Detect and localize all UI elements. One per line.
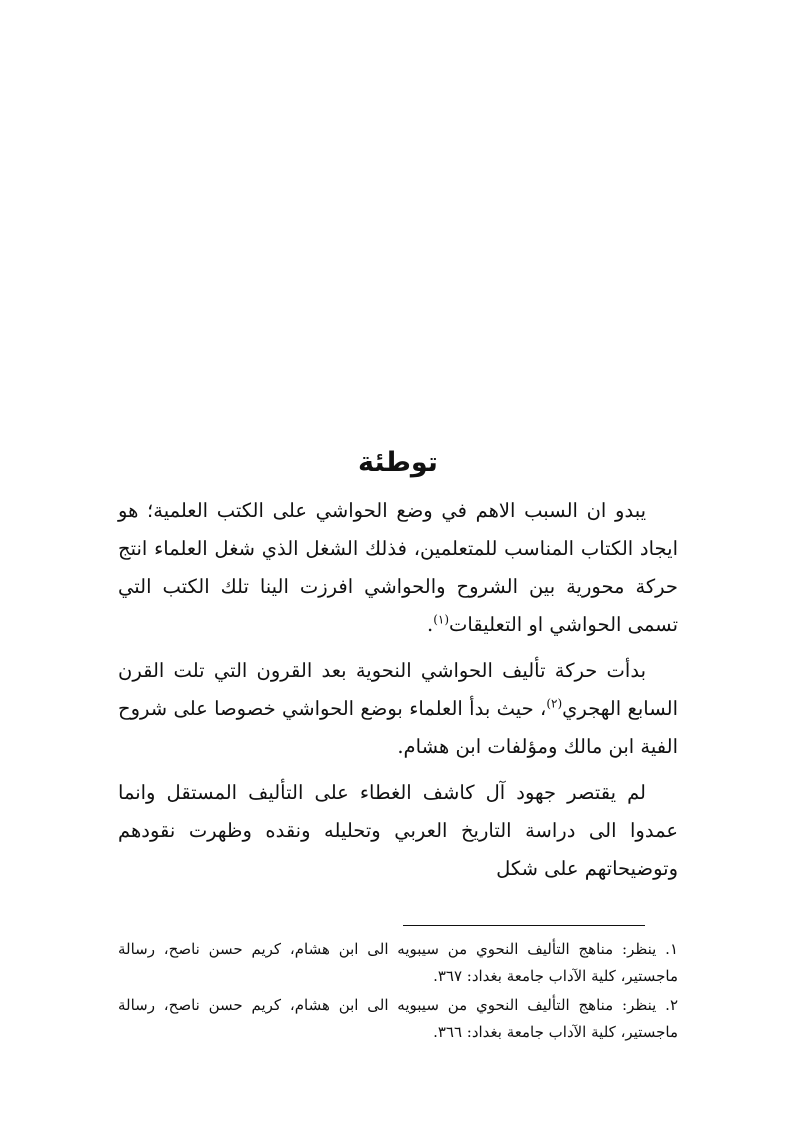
paragraph-3: لم يقتصر جهود آل كاشف الغطاء على التأليف المستقل وانما عمدوا الى دراسة التاريخ العربي وتحليله ونقده وظهرت نقودهم وتوضيحاتهم على شكل: [118, 781, 678, 880]
footnote-separator: [403, 925, 645, 926]
paragraph-1: [118, 492, 678, 644]
paragraph-2: [118, 652, 678, 766]
main-text: [118, 442, 678, 896]
footnote-ref-2[interactable]: (٢): [546, 696, 563, 711]
paragraph-2-text: بدأت حركة تأليف الحواشي النحوية بعد القرون التي تلت القرن السابع الهجري: [118, 659, 678, 720]
footnotes: [118, 936, 678, 1048]
paragraph-2-end: ، حيث بدأ العلماء بوضع الحواشي خصوصا على شروح الفية ابن مالك ومؤلفات ابن هشام.: [118, 697, 678, 758]
footnote-2: ٢. ينظر: مناهج التأليف النحوي من سيبويه الى ابن هشام، كريم حسن ناصح، رسالة ماجستير، كلية الآداب جامعة بغداد: ٣٦٦.: [118, 996, 678, 1041]
paragraph-1-text: يبدو ان السبب الاهم في وضع الحواشي على الكتب العلمية؛ هو ايجاد الكتاب المناسب للمتعلمين، فذلك الشغل الذي شغل العلماء انتج حركة محورية بين الشروح والحواشي افرزت الينا تلك الكتب التي تسمى الحواشي او التعليقات: [118, 499, 678, 636]
paragraph-1-end: .: [427, 613, 434, 636]
page-title: توطئة: [358, 447, 438, 478]
footnote-1: ١. ينظر: مناهج التأليف النحوي من سيبويه الى ابن هشام، كريم حسن ناصح، رسالة ماجستير، كلية الآداب جامعة بغداد: ٣٦٧.: [118, 940, 678, 985]
footnote-ref-1[interactable]: (١): [433, 612, 450, 627]
